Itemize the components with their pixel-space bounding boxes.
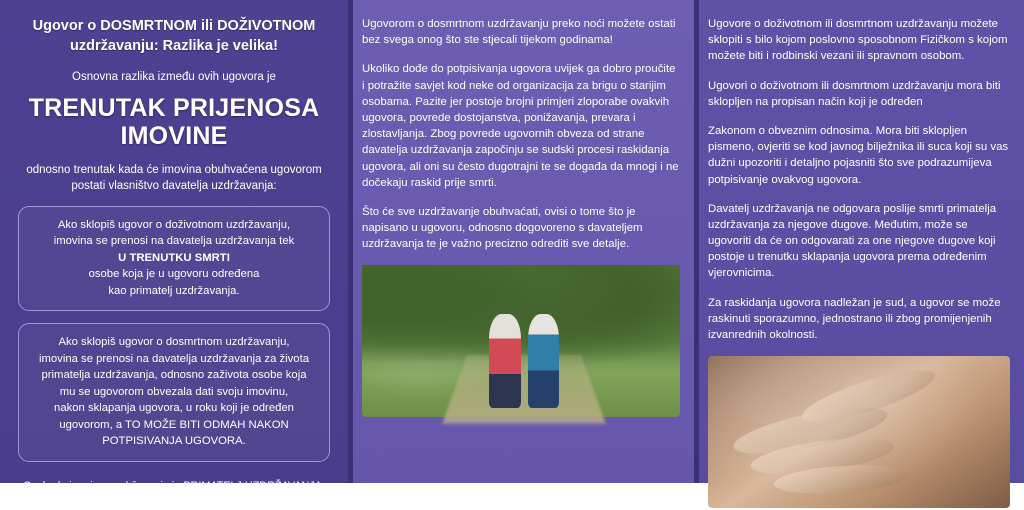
paragraph: Davatelj uzdržavanja ne odgovara poslije smrti primatelja uzdržavanja za njegove dugove. Međutim, može se ugovoriti da će on odgovarati za one njegove dugove koji postoje u trenutku sklapanja ugovora prema određenim vjerovnicima. (708, 202, 997, 280)
definition-note (20, 478, 328, 510)
box-two-line-5: nakon sklapanja ugovora, u roku koji je određen (54, 402, 294, 415)
box-one-line-2: imovina se prenosi na davatelja uzdržavanja tek (53, 235, 295, 248)
highlight-subtitle: odnosno trenutak kada će imovina obuhvaćena ugovorom postati vlasništvo davatelja uzdržavanja: (26, 163, 322, 192)
park-couple-photo (362, 265, 680, 417)
paragraph: Zakonom o obveznim odnosima. Mora biti sklopljen pismeno, ovjeriti se kod javnog bilježnika ili suca koji su vas dužni upozoriti i detaljno pojasniti što sve podrazumijeva potpisivanje ovakvog ugovora. (708, 124, 1009, 186)
info-box-until-death (18, 323, 330, 461)
box-one-line-1: Ako sklopiš ugovor o doživotnom uzdržavanju, (57, 218, 291, 231)
column-divider-2 (694, 0, 699, 483)
paragraph: Ugovori o doživotnom ili dosmrtnom uzdržavanju mora biti sklopljen na propisan način koji je određen (708, 79, 1001, 108)
box-one-line-5: kao primatelj uzdržavanja. (108, 284, 240, 297)
middle-column (348, 0, 694, 483)
person-figure-right (528, 314, 559, 408)
paragraph: Ugovorom o dosmrtnom uzdržavanju preko noći možete ostati bez svega onog što ste stjecali tijekom godinama! (362, 18, 676, 47)
box-two-line-4: mu se ugovorom obvezala dati svoju imovinu, (59, 385, 289, 398)
box-two-line-6: ugovorom, a TO MOŽE BITI ODMAH NAKON (59, 418, 289, 431)
column-divider-1 (348, 0, 353, 483)
right-column (694, 0, 1024, 483)
paragraph: Ugovore o doživotnom ili dosmrtnom uzdržavanju možete sklopiti s bilo kojom poslovno sposobnom Fizičkom s kojom možete biti i rodbinski vezani ili spravnom osobom. (708, 18, 1008, 63)
definition-note-line-1: Osoba koja prima uzdržavanje je PRIMATELJ UZDRŽAVANJA, (23, 479, 325, 492)
elderly-couple-figure (489, 314, 559, 408)
paragraph: Za raskidanja ugovora nadležan je sud, a ugovor se može raskinuti sporazumno, jednostrano ili zbog promijenjenih izvanrednih okolnosti. (708, 296, 1001, 341)
subheading: Osnovna razlika između ovih ugovora je (72, 71, 276, 83)
box-two-line-3: primatelja uzdržavanja, odnosno zaživota osobe koja (41, 369, 307, 382)
page-title: Ugovor o DOSMRTNOM ili DOŽIVOTNOM uzdržavanju: Razlika je velika! (32, 18, 316, 54)
highlight-title: TRENUTAK PRIJENOSA IMOVINE (28, 93, 320, 150)
paragraph: Što će sve uzdržavanje obuhvaćati, ovisi o tome što je napisano u ugovoru, odnosno dogovoreno s davateljem uzdržavanja te je važno precizno odrediti sve detalje. (362, 205, 643, 251)
info-box-lifetime (18, 206, 330, 311)
left-column (0, 0, 348, 508)
box-two-line-2: imovina se prenosi na davatelja uzdržavanja za života (38, 352, 310, 365)
box-two-line-1: Ako sklopiš ugovor o dosmrtnom uzdržavanju, (58, 336, 290, 349)
person-figure-left (489, 314, 520, 408)
paragraph: Ukoliko dođe do potpisivanja ugovora uvijek ga dobro proučite i potražite savjet kod neke od organizacija za brigu o starijim osobama. Pazite jer postoje brojni primjeri zloporabe ovakvih ugovora, povrede dostojanstva, ponižavanja, prevara i zlostavljanja. Zbog povrede ugovornih obveza od strane davatelja uzdržavanja započinju se sudski procesi raskidanja ugovora, ali oni su često dugotrajni te se događa da mnogi i ne dočekaju raskid prije smrti. (362, 63, 679, 189)
middle-text-block (362, 10, 680, 252)
box-two-line-7: POTPISIVANJA UGOVORA. (102, 435, 246, 448)
box-one-line-4: osobe koja je u ugovoru određena (88, 268, 260, 281)
definition-note-line-2: a osoba koja pruža uzdržavanje je DAVATELJ UZDRŽAVANJA. (22, 495, 326, 508)
right-text-block (708, 10, 1010, 343)
holding-hands-photo (708, 356, 1010, 508)
box-one-line-3: U TRENUTKU SMRTI (118, 251, 230, 264)
